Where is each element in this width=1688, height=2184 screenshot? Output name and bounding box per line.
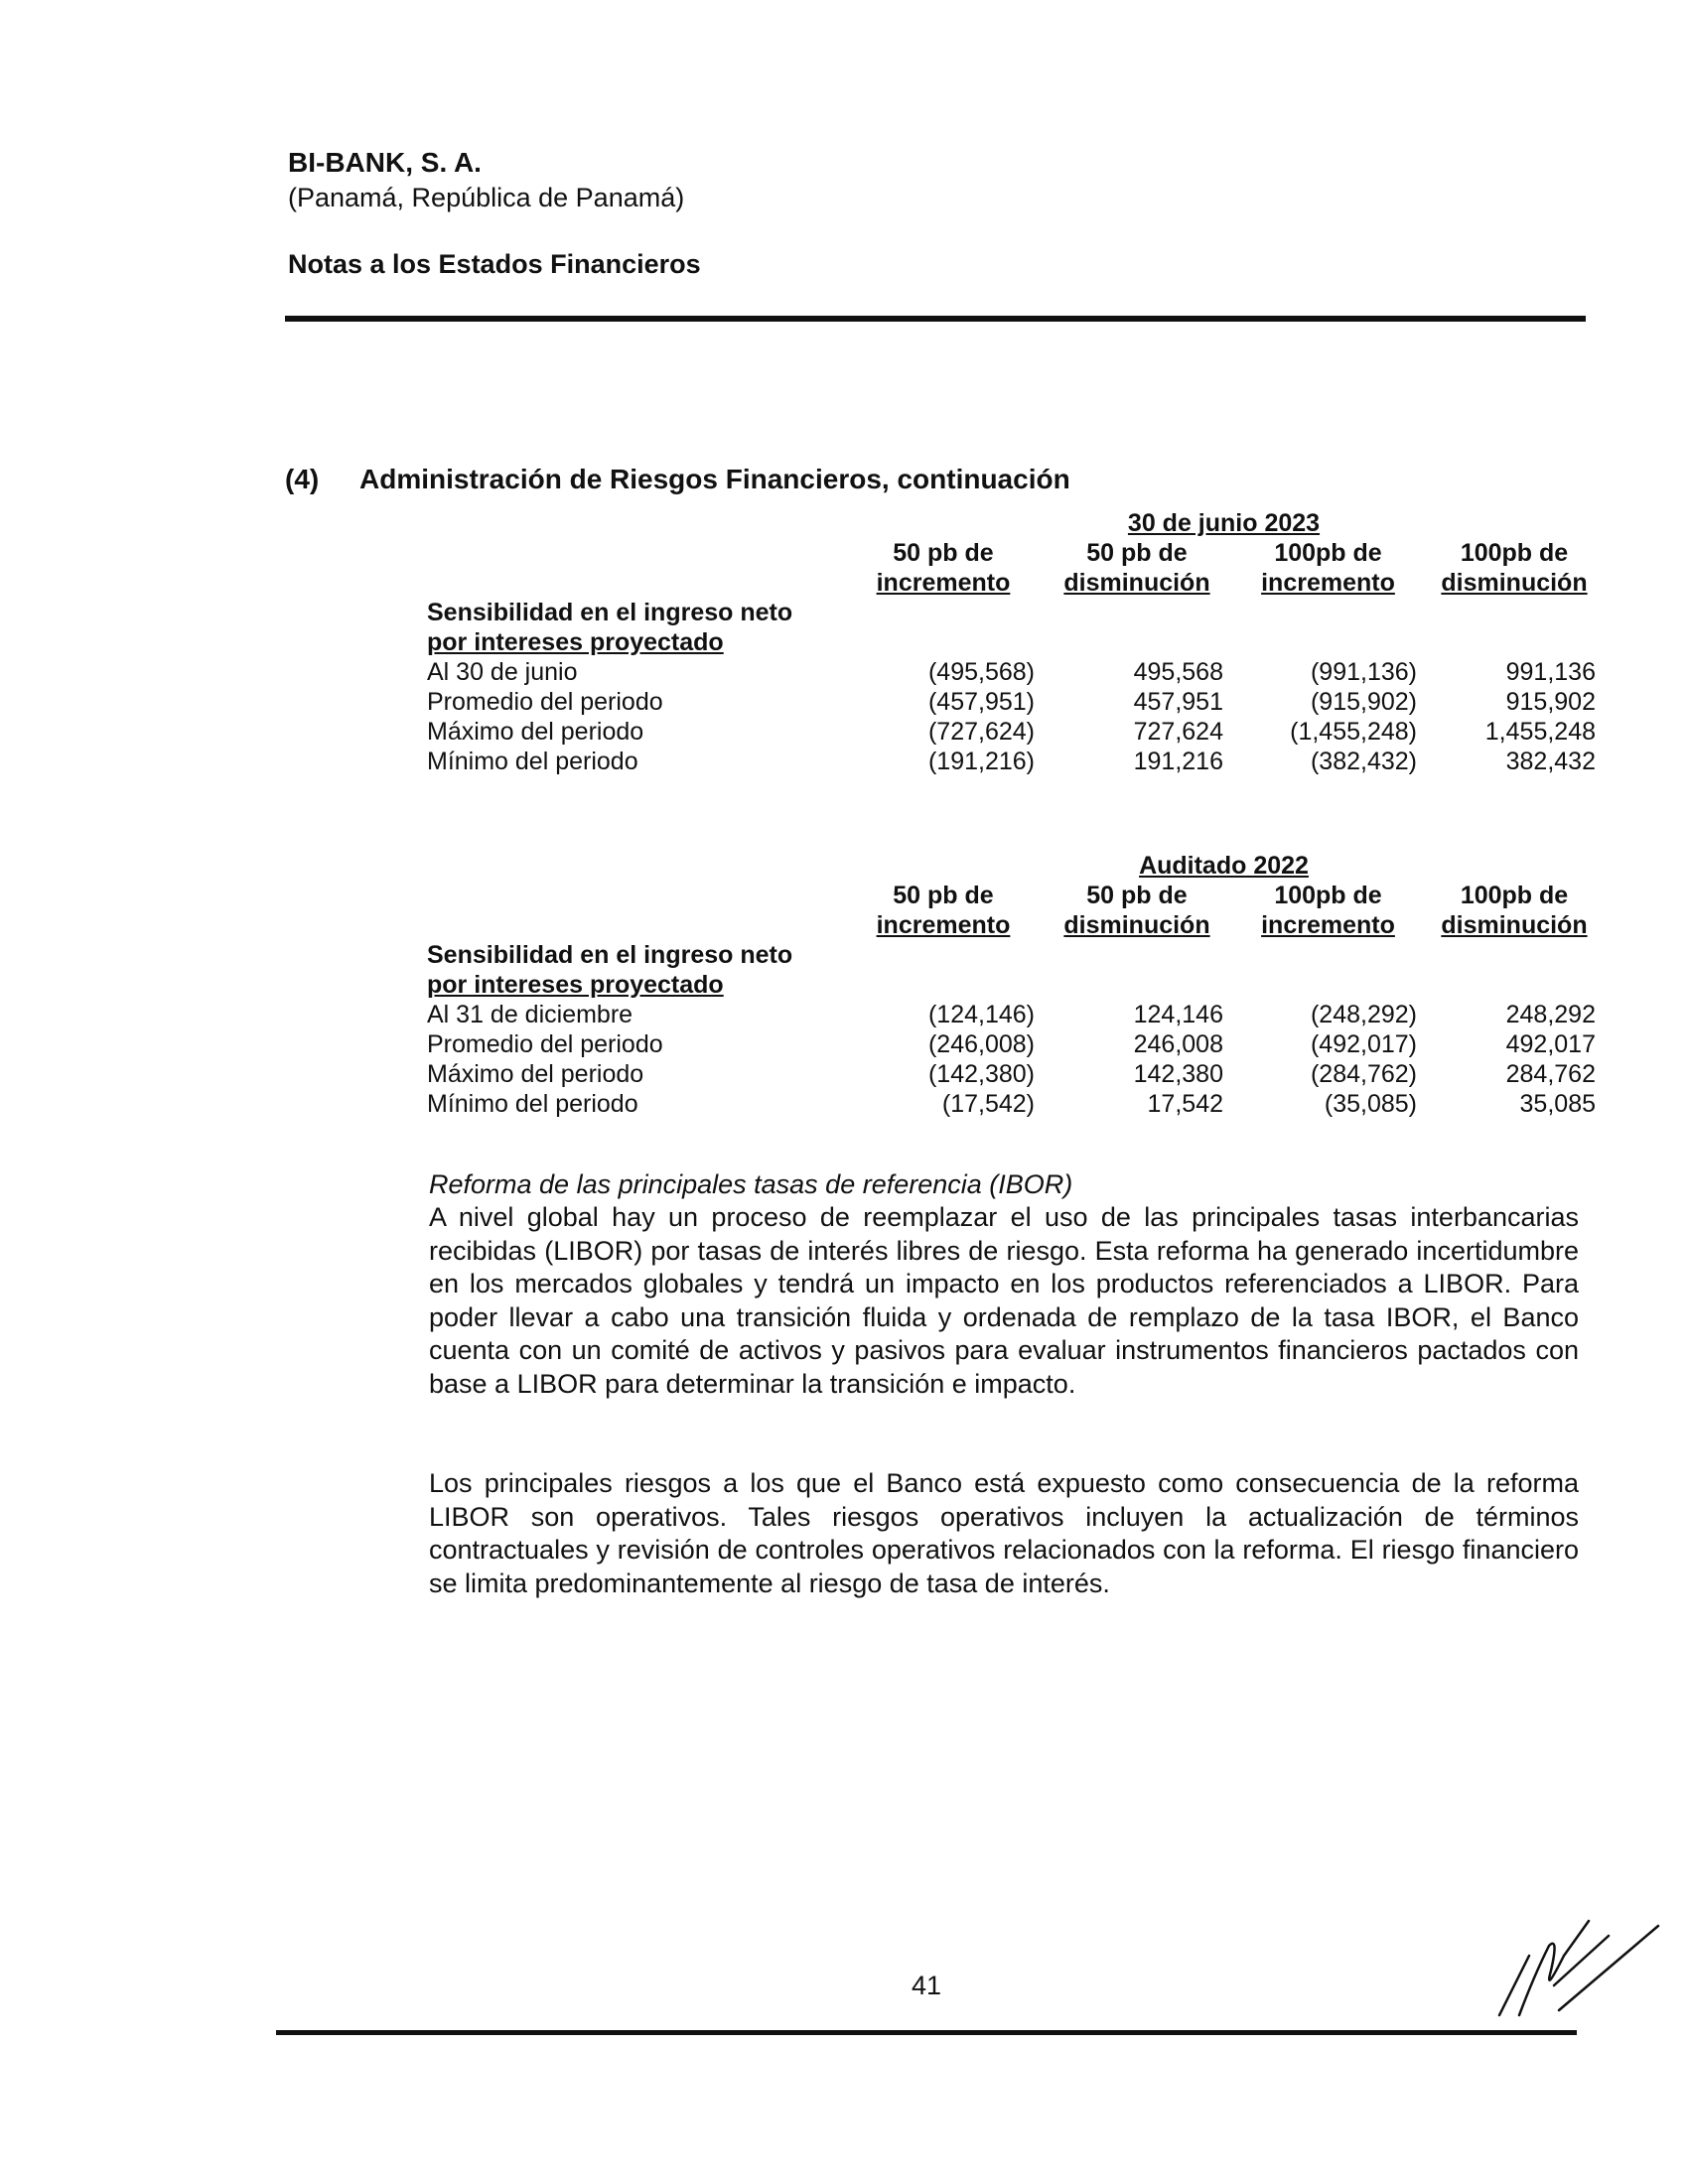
column-header: 100pb de — [1460, 882, 1569, 909]
table-cell: (35,085) — [1324, 1090, 1417, 1118]
row-label: Al 30 de junio — [427, 658, 578, 686]
row-label: Máximo del periodo — [427, 1060, 644, 1088]
table-cell: 495,568 — [1133, 658, 1223, 686]
table-cell: 191,216 — [1133, 748, 1223, 775]
table-cell: 142,380 — [1133, 1060, 1223, 1088]
row-label: Promedio del periodo — [427, 688, 663, 716]
table-cell: 991,136 — [1505, 658, 1596, 686]
section-title: Administración de Riesgos Financieros, continuación — [359, 464, 1070, 494]
column-header: 50 pb de — [893, 539, 994, 567]
table-cell: (457,951) — [927, 688, 1035, 716]
row-label: Máximo del periodo — [427, 718, 644, 746]
sensitivity-table-2023 — [427, 508, 1604, 776]
table-cell: (492,017) — [1310, 1030, 1417, 1058]
reform-paragraph-2: Los principales riesgos a los que el Banco está expuesto como consecuencia de la reforma LIBOR son operativos. Tales riesgos operativos incluyen la actualización de términos contractuales y revisión de controles operativos relacionados con la reforma. El riesgo financiero se limita predominantemente al riesgo de tasa de interés. — [429, 1468, 1579, 1598]
signature-icon — [1489, 1916, 1668, 2025]
table-row — [427, 1059, 1604, 1089]
page-number: 41 — [912, 1971, 942, 2000]
column-header: disminución — [1063, 911, 1210, 939]
period-heading: 30 de junio 2023 — [1127, 509, 1321, 537]
footer-rule — [276, 2030, 1577, 2035]
table-row — [427, 1089, 1604, 1119]
table-cell: (495,568) — [927, 658, 1035, 686]
table-cell: (248,292) — [1310, 1001, 1417, 1028]
period-heading: Auditado 2022 — [1139, 852, 1309, 880]
table-row — [427, 657, 1604, 687]
row-group-header: Sensibilidad en el ingreso neto — [427, 599, 793, 626]
column-header: incremento — [876, 569, 1011, 597]
table-cell: 248,292 — [1505, 1001, 1596, 1028]
table-cell: (17,542) — [941, 1090, 1035, 1118]
row-group-header: por intereses proyectado — [427, 628, 724, 656]
table-cell: 457,951 — [1133, 688, 1223, 716]
section-number: (4) — [285, 464, 320, 494]
table-row — [427, 1000, 1604, 1029]
header-rule — [285, 316, 1586, 322]
table-row — [427, 687, 1604, 717]
reform-paragraph-1: A nivel global hay un proceso de reemplazar el uso de las principales tasas interbancarias recibidas (LIBOR) por tasas de interés libres de riesgo. Esta reforma ha generado incertidumbre en los mercados globales y tendrá un impacto en los productos referenciados a LIBOR. Para poder llevar a cabo una transición fluida y ordenada de remplazo de la tasa IBOR, el Banco cuenta con un comité de activos y pasivos para evaluar instrumentos financieros pactados con base a LIBOR para determinar la transición e impacto. — [429, 1202, 1579, 1399]
table-cell: 246,008 — [1133, 1030, 1223, 1058]
column-header: incremento — [1261, 569, 1395, 597]
table-cell: (191,216) — [927, 748, 1035, 775]
table-cell: 124,146 — [1133, 1001, 1223, 1028]
row-label: Mínimo del periodo — [427, 748, 638, 775]
table-cell: (915,902) — [1310, 688, 1417, 716]
column-header: disminución — [1063, 569, 1210, 597]
table-cell: 382,432 — [1505, 748, 1596, 775]
row-group-header: Sensibilidad en el ingreso neto — [427, 941, 793, 969]
column-header: disminución — [1441, 569, 1588, 597]
table-cell: (382,432) — [1310, 748, 1417, 775]
row-group-header: por intereses proyectado — [427, 971, 724, 999]
row-label: Mínimo del periodo — [427, 1090, 638, 1118]
table-cell: (1,455,248) — [1290, 718, 1417, 746]
table-cell: 1,455,248 — [1484, 718, 1596, 746]
table-cell: 35,085 — [1519, 1090, 1596, 1118]
column-header: 100pb de — [1460, 539, 1569, 567]
table-row — [427, 1029, 1604, 1059]
column-header: incremento — [1261, 911, 1395, 939]
table-cell: (142,380) — [927, 1060, 1035, 1088]
table-cell: (991,136) — [1310, 658, 1417, 686]
table-row — [427, 717, 1604, 747]
sensitivity-table-2022 — [427, 851, 1604, 1119]
column-header: disminución — [1441, 911, 1588, 939]
table-cell: (246,008) — [927, 1030, 1035, 1058]
column-header: 100pb de — [1274, 539, 1382, 567]
table-cell: 915,902 — [1505, 688, 1596, 716]
company-name: BI-BANK, S. A. — [288, 147, 482, 178]
table-cell: 492,017 — [1505, 1030, 1596, 1058]
table-cell: 17,542 — [1147, 1090, 1223, 1118]
table-cell: (284,762) — [1310, 1060, 1417, 1088]
row-label: Al 31 de diciembre — [427, 1001, 633, 1028]
column-header: 100pb de — [1274, 882, 1382, 909]
table-cell: 727,624 — [1133, 718, 1223, 746]
company-location: (Panamá, República de Panamá) — [288, 183, 685, 212]
column-header: 50 pb de — [1086, 539, 1188, 567]
row-label: Promedio del periodo — [427, 1030, 663, 1058]
table-row — [427, 747, 1604, 776]
table-cell: 284,762 — [1505, 1060, 1596, 1088]
column-header: 50 pb de — [1086, 882, 1188, 909]
reform-title: Reforma de las principales tasas de referencia (IBOR) — [429, 1169, 1073, 1199]
column-header: incremento — [876, 911, 1011, 939]
notes-title: Notas a los Estados Financieros — [288, 249, 701, 279]
column-header: 50 pb de — [893, 882, 994, 909]
table-cell: (124,146) — [927, 1001, 1035, 1028]
table-cell: (727,624) — [927, 718, 1035, 746]
